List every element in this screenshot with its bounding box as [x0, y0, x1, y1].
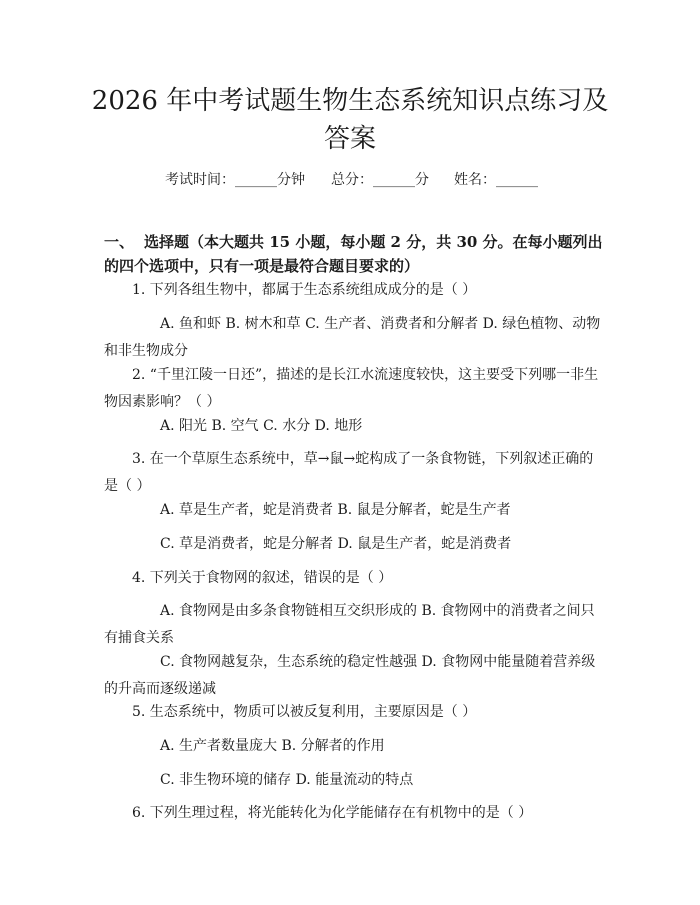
question-3-options-cd: C. 草是消费者，蛇是分解者 D. 鼠是生产者，蛇是消费者 [160, 536, 512, 552]
page-title [60, 82, 640, 158]
total-score: 总分：______分 [331, 172, 429, 188]
question-3-options-ab: A. 草是生产者，蛇是消费者 B. 鼠是分解者，蛇是生产者 [160, 502, 511, 518]
section-text: 选择题（本大题共 15 小题，每小题 2 分，共 30 分。在每小题列出的四个选项中，只有一项是最符合题目要求的） [104, 233, 603, 275]
section-heading [104, 230, 604, 278]
question-4-stem: 4. 下列关于食物网的叙述，错误的是（ ） [132, 570, 393, 586]
exam-time: 考试时间：______分钟 [165, 172, 305, 188]
question-4-options-cd: C. 食物网越复杂，生态系统的稳定性越强 D. 食物网中能量随着营养级的升高而逐级递减 [104, 654, 596, 697]
question-4-options-ab: A. 食物网是由多条食物链相互交织形成的 B. 食物网中的消费者之间只有捕食关系 [104, 603, 595, 646]
question-2-stem: 2. “千里江陵一日还”，描述的是长江水流速度较快，这主要受下列哪一非生物因素影响？（ ） [104, 367, 599, 410]
title-line-2: 答案 [323, 124, 376, 154]
question-5-options-cd: C. 非生物环境的储存 D. 能量流动的特点 [160, 772, 414, 788]
student-name: 姓名：______ [454, 172, 538, 188]
title-line-1: 2026 年中考试题生物生态系统知识点练习及 [91, 86, 609, 116]
question-3-stem: 3. 在一个草原生态系统中，草→鼠→蛇构成了一条食物链，下列叙述正确的是（ ） [104, 451, 594, 494]
question-2-options: A. 阳光 B. 空气 C. 水分 D. 地形 [160, 418, 363, 434]
question-5-options-ab: A. 生产者数量庞大 B. 分解者的作用 [160, 738, 385, 754]
question-6-stem: 6. 下列生理过程，将光能转化为化学能储存在有机物中的是（ ） [132, 805, 533, 821]
question-1-stem: 1. 下列各组生物中，都属于生态系统组成成分的是（ ） [132, 282, 477, 298]
section-number: 一、 [104, 233, 135, 251]
question-5-stem: 5. 生态系统中，物质可以被反复利用，主要原因是（ ） [132, 704, 477, 720]
question-1-options: A. 鱼和虾 B. 树木和草 C. 生产者、消费者和分解者 D. 绿色植物、动物和非生物成分 [104, 316, 601, 359]
